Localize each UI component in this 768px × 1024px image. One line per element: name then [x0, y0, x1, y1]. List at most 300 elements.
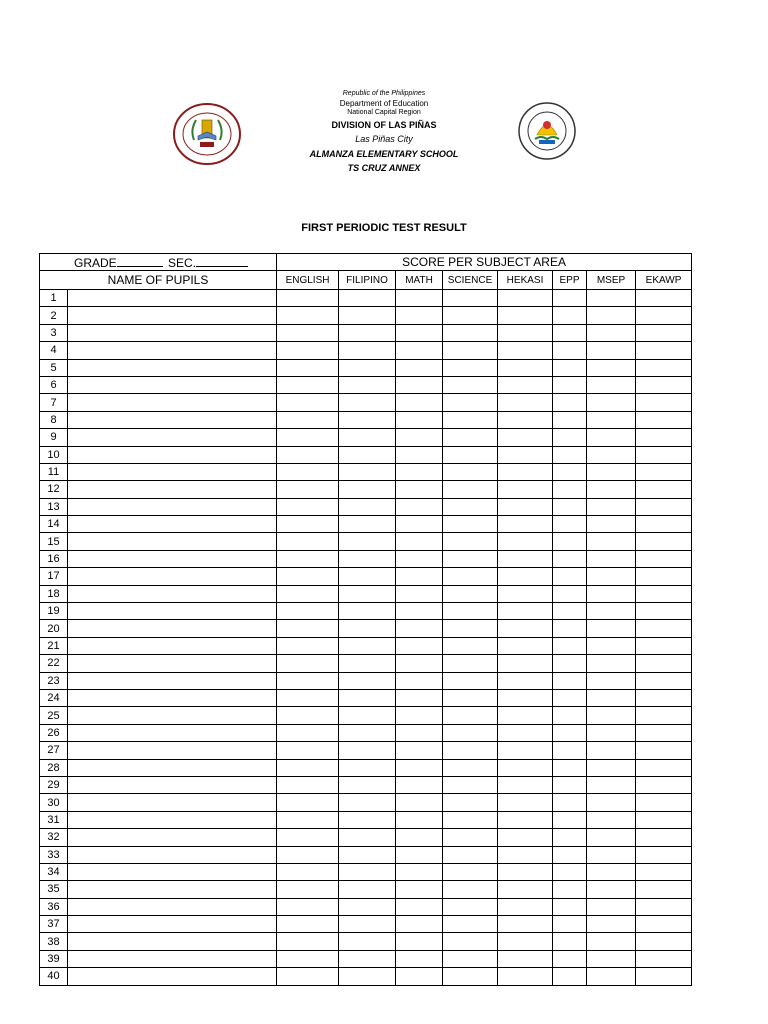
score-cell[interactable]: [587, 568, 636, 585]
score-cell[interactable]: [587, 898, 636, 915]
score-cell[interactable]: [443, 811, 498, 828]
score-cell[interactable]: [498, 689, 553, 706]
score-cell[interactable]: [498, 759, 553, 776]
pupil-name-cell[interactable]: [68, 794, 277, 811]
score-cell[interactable]: [636, 707, 692, 724]
score-cell[interactable]: [339, 376, 396, 393]
score-cell[interactable]: [339, 846, 396, 863]
score-cell[interactable]: [339, 811, 396, 828]
score-cell[interactable]: [339, 707, 396, 724]
score-cell[interactable]: [396, 394, 443, 411]
pupil-name-cell[interactable]: [68, 429, 277, 446]
score-cell[interactable]: [277, 429, 339, 446]
score-cell[interactable]: [277, 498, 339, 515]
score-cell[interactable]: [443, 724, 498, 741]
score-cell[interactable]: [396, 498, 443, 515]
score-cell[interactable]: [277, 533, 339, 550]
score-cell[interactable]: [277, 846, 339, 863]
score-cell[interactable]: [277, 568, 339, 585]
score-cell[interactable]: [498, 829, 553, 846]
score-cell[interactable]: [636, 533, 692, 550]
score-cell[interactable]: [553, 446, 587, 463]
pupil-name-cell[interactable]: [68, 516, 277, 533]
pupil-name-cell[interactable]: [68, 689, 277, 706]
score-cell[interactable]: [553, 968, 587, 985]
score-cell[interactable]: [498, 429, 553, 446]
score-cell[interactable]: [498, 376, 553, 393]
score-cell[interactable]: [553, 689, 587, 706]
score-cell[interactable]: [339, 968, 396, 985]
pupil-name-cell[interactable]: [68, 968, 277, 985]
score-cell[interactable]: [587, 307, 636, 324]
score-cell[interactable]: [277, 620, 339, 637]
score-cell[interactable]: [498, 950, 553, 967]
score-cell[interactable]: [443, 324, 498, 341]
score-cell[interactable]: [553, 324, 587, 341]
score-cell[interactable]: [277, 446, 339, 463]
score-cell[interactable]: [277, 411, 339, 428]
score-cell[interactable]: [498, 968, 553, 985]
score-cell[interactable]: [553, 637, 587, 654]
score-cell[interactable]: [498, 655, 553, 672]
score-cell[interactable]: [587, 968, 636, 985]
score-cell[interactable]: [339, 689, 396, 706]
pupil-name-cell[interactable]: [68, 724, 277, 741]
pupil-name-cell[interactable]: [68, 290, 277, 307]
score-cell[interactable]: [443, 950, 498, 967]
score-cell[interactable]: [636, 481, 692, 498]
score-cell[interactable]: [553, 516, 587, 533]
score-cell[interactable]: [396, 620, 443, 637]
score-cell[interactable]: [587, 324, 636, 341]
pupil-name-cell[interactable]: [68, 481, 277, 498]
score-cell[interactable]: [443, 463, 498, 480]
score-cell[interactable]: [498, 498, 553, 515]
score-cell[interactable]: [587, 533, 636, 550]
score-cell[interactable]: [277, 829, 339, 846]
score-cell[interactable]: [277, 481, 339, 498]
score-cell[interactable]: [277, 916, 339, 933]
score-cell[interactable]: [587, 603, 636, 620]
score-cell[interactable]: [339, 898, 396, 915]
score-cell[interactable]: [587, 742, 636, 759]
score-cell[interactable]: [396, 863, 443, 880]
score-cell[interactable]: [636, 446, 692, 463]
pupil-name-cell[interactable]: [68, 585, 277, 602]
score-cell[interactable]: [339, 655, 396, 672]
score-cell[interactable]: [587, 829, 636, 846]
score-cell[interactable]: [587, 342, 636, 359]
score-cell[interactable]: [277, 742, 339, 759]
score-cell[interactable]: [339, 585, 396, 602]
score-cell[interactable]: [553, 707, 587, 724]
score-cell[interactable]: [277, 933, 339, 950]
pupil-name-cell[interactable]: [68, 707, 277, 724]
score-cell[interactable]: [587, 794, 636, 811]
score-cell[interactable]: [498, 359, 553, 376]
score-cell[interactable]: [443, 933, 498, 950]
score-cell[interactable]: [587, 655, 636, 672]
score-cell[interactable]: [587, 933, 636, 950]
pupil-name-cell[interactable]: [68, 620, 277, 637]
score-cell[interactable]: [587, 689, 636, 706]
score-cell[interactable]: [553, 759, 587, 776]
score-cell[interactable]: [636, 637, 692, 654]
pupil-name-cell[interactable]: [68, 324, 277, 341]
score-cell[interactable]: [339, 324, 396, 341]
score-cell[interactable]: [443, 846, 498, 863]
score-cell[interactable]: [587, 950, 636, 967]
score-cell[interactable]: [339, 533, 396, 550]
score-cell[interactable]: [636, 342, 692, 359]
score-cell[interactable]: [553, 498, 587, 515]
score-cell[interactable]: [587, 463, 636, 480]
score-cell[interactable]: [277, 794, 339, 811]
score-cell[interactable]: [498, 307, 553, 324]
score-cell[interactable]: [636, 463, 692, 480]
score-cell[interactable]: [587, 429, 636, 446]
score-cell[interactable]: [498, 620, 553, 637]
score-cell[interactable]: [277, 724, 339, 741]
score-cell[interactable]: [587, 759, 636, 776]
pupil-name-cell[interactable]: [68, 411, 277, 428]
score-cell[interactable]: [498, 672, 553, 689]
score-cell[interactable]: [277, 290, 339, 307]
score-cell[interactable]: [396, 603, 443, 620]
score-cell[interactable]: [339, 463, 396, 480]
score-cell[interactable]: [498, 324, 553, 341]
score-cell[interactable]: [553, 463, 587, 480]
score-cell[interactable]: [587, 811, 636, 828]
score-cell[interactable]: [636, 359, 692, 376]
score-cell[interactable]: [443, 689, 498, 706]
score-cell[interactable]: [587, 672, 636, 689]
pupil-name-cell[interactable]: [68, 916, 277, 933]
score-cell[interactable]: [396, 429, 443, 446]
score-cell[interactable]: [636, 724, 692, 741]
score-cell[interactable]: [396, 846, 443, 863]
score-cell[interactable]: [553, 585, 587, 602]
score-cell[interactable]: [587, 916, 636, 933]
score-cell[interactable]: [396, 585, 443, 602]
score-cell[interactable]: [553, 307, 587, 324]
score-cell[interactable]: [587, 516, 636, 533]
score-cell[interactable]: [396, 968, 443, 985]
pupil-name-cell[interactable]: [68, 776, 277, 793]
score-cell[interactable]: [396, 655, 443, 672]
score-cell[interactable]: [443, 742, 498, 759]
score-cell[interactable]: [396, 376, 443, 393]
pupil-name-cell[interactable]: [68, 394, 277, 411]
score-cell[interactable]: [636, 568, 692, 585]
pupil-name-cell[interactable]: [68, 846, 277, 863]
score-cell[interactable]: [553, 898, 587, 915]
score-cell[interactable]: [396, 481, 443, 498]
score-cell[interactable]: [636, 968, 692, 985]
score-cell[interactable]: [443, 637, 498, 654]
score-cell[interactable]: [277, 359, 339, 376]
score-cell[interactable]: [443, 672, 498, 689]
score-cell[interactable]: [277, 324, 339, 341]
score-cell[interactable]: [587, 707, 636, 724]
score-cell[interactable]: [636, 794, 692, 811]
score-cell[interactable]: [553, 533, 587, 550]
score-cell[interactable]: [339, 429, 396, 446]
score-cell[interactable]: [339, 359, 396, 376]
score-cell[interactable]: [553, 794, 587, 811]
score-cell[interactable]: [396, 759, 443, 776]
score-cell[interactable]: [339, 863, 396, 880]
score-cell[interactable]: [277, 689, 339, 706]
score-cell[interactable]: [636, 429, 692, 446]
score-cell[interactable]: [396, 794, 443, 811]
score-cell[interactable]: [339, 829, 396, 846]
score-cell[interactable]: [443, 516, 498, 533]
score-cell[interactable]: [553, 846, 587, 863]
score-cell[interactable]: [396, 689, 443, 706]
score-cell[interactable]: [443, 916, 498, 933]
score-cell[interactable]: [339, 290, 396, 307]
score-cell[interactable]: [339, 342, 396, 359]
score-cell[interactable]: [498, 898, 553, 915]
score-cell[interactable]: [553, 881, 587, 898]
score-cell[interactable]: [339, 516, 396, 533]
score-cell[interactable]: [443, 759, 498, 776]
score-cell[interactable]: [277, 550, 339, 567]
pupil-name-cell[interactable]: [68, 811, 277, 828]
score-cell[interactable]: [443, 359, 498, 376]
score-cell[interactable]: [443, 290, 498, 307]
score-cell[interactable]: [443, 829, 498, 846]
score-cell[interactable]: [636, 950, 692, 967]
score-cell[interactable]: [587, 585, 636, 602]
score-cell[interactable]: [443, 881, 498, 898]
score-cell[interactable]: [277, 776, 339, 793]
score-cell[interactable]: [553, 342, 587, 359]
score-cell[interactable]: [277, 463, 339, 480]
score-cell[interactable]: [553, 568, 587, 585]
score-cell[interactable]: [339, 637, 396, 654]
pupil-name-cell[interactable]: [68, 637, 277, 654]
score-cell[interactable]: [277, 376, 339, 393]
score-cell[interactable]: [339, 568, 396, 585]
score-cell[interactable]: [277, 672, 339, 689]
pupil-name-cell[interactable]: [68, 446, 277, 463]
score-cell[interactable]: [498, 394, 553, 411]
pupil-name-cell[interactable]: [68, 655, 277, 672]
pupil-name-cell[interactable]: [68, 376, 277, 393]
score-cell[interactable]: [553, 290, 587, 307]
score-cell[interactable]: [339, 916, 396, 933]
score-cell[interactable]: [339, 724, 396, 741]
score-cell[interactable]: [396, 342, 443, 359]
score-cell[interactable]: [636, 881, 692, 898]
score-cell[interactable]: [396, 707, 443, 724]
score-cell[interactable]: [339, 446, 396, 463]
score-cell[interactable]: [636, 290, 692, 307]
score-cell[interactable]: [498, 481, 553, 498]
score-cell[interactable]: [498, 533, 553, 550]
score-cell[interactable]: [498, 794, 553, 811]
pupil-name-cell[interactable]: [68, 498, 277, 515]
pupil-name-cell[interactable]: [68, 863, 277, 880]
score-cell[interactable]: [396, 776, 443, 793]
score-cell[interactable]: [553, 811, 587, 828]
score-cell[interactable]: [396, 533, 443, 550]
score-cell[interactable]: [498, 568, 553, 585]
score-cell[interactable]: [498, 846, 553, 863]
score-cell[interactable]: [498, 411, 553, 428]
score-cell[interactable]: [339, 394, 396, 411]
pupil-name-cell[interactable]: [68, 359, 277, 376]
score-cell[interactable]: [396, 881, 443, 898]
score-cell[interactable]: [277, 707, 339, 724]
score-cell[interactable]: [636, 394, 692, 411]
score-cell[interactable]: [636, 376, 692, 393]
score-cell[interactable]: [587, 290, 636, 307]
score-cell[interactable]: [277, 307, 339, 324]
score-cell[interactable]: [636, 585, 692, 602]
score-cell[interactable]: [396, 550, 443, 567]
score-cell[interactable]: [396, 568, 443, 585]
score-cell[interactable]: [498, 603, 553, 620]
score-cell[interactable]: [498, 550, 553, 567]
score-cell[interactable]: [587, 498, 636, 515]
score-cell[interactable]: [553, 394, 587, 411]
score-cell[interactable]: [553, 776, 587, 793]
pupil-name-cell[interactable]: [68, 672, 277, 689]
score-cell[interactable]: [553, 863, 587, 880]
grade-blank[interactable]: [117, 255, 163, 267]
score-cell[interactable]: [587, 550, 636, 567]
score-cell[interactable]: [443, 707, 498, 724]
score-cell[interactable]: [587, 637, 636, 654]
score-cell[interactable]: [553, 359, 587, 376]
score-cell[interactable]: [553, 672, 587, 689]
score-cell[interactable]: [443, 307, 498, 324]
score-cell[interactable]: [636, 742, 692, 759]
pupil-name-cell[interactable]: [68, 950, 277, 967]
score-cell[interactable]: [636, 811, 692, 828]
score-cell[interactable]: [339, 933, 396, 950]
pupil-name-cell[interactable]: [68, 933, 277, 950]
score-cell[interactable]: [587, 359, 636, 376]
score-cell[interactable]: [443, 394, 498, 411]
sec-blank[interactable]: [196, 255, 248, 267]
score-cell[interactable]: [396, 324, 443, 341]
score-cell[interactable]: [587, 446, 636, 463]
score-cell[interactable]: [498, 811, 553, 828]
pupil-name-cell[interactable]: [68, 463, 277, 480]
score-cell[interactable]: [498, 585, 553, 602]
score-cell[interactable]: [277, 516, 339, 533]
score-cell[interactable]: [339, 672, 396, 689]
score-cell[interactable]: [553, 376, 587, 393]
score-cell[interactable]: [396, 411, 443, 428]
pupil-name-cell[interactable]: [68, 829, 277, 846]
score-cell[interactable]: [498, 637, 553, 654]
score-cell[interactable]: [587, 481, 636, 498]
score-cell[interactable]: [396, 916, 443, 933]
score-cell[interactable]: [443, 603, 498, 620]
pupil-name-cell[interactable]: [68, 603, 277, 620]
pupil-name-cell[interactable]: [68, 533, 277, 550]
score-cell[interactable]: [636, 933, 692, 950]
score-cell[interactable]: [339, 881, 396, 898]
pupil-name-cell[interactable]: [68, 550, 277, 567]
score-cell[interactable]: [443, 968, 498, 985]
score-cell[interactable]: [553, 829, 587, 846]
score-cell[interactable]: [277, 811, 339, 828]
score-cell[interactable]: [498, 916, 553, 933]
score-cell[interactable]: [587, 376, 636, 393]
score-cell[interactable]: [498, 863, 553, 880]
score-cell[interactable]: [443, 620, 498, 637]
score-cell[interactable]: [498, 881, 553, 898]
score-cell[interactable]: [396, 463, 443, 480]
score-cell[interactable]: [636, 516, 692, 533]
pupil-name-cell[interactable]: [68, 342, 277, 359]
score-cell[interactable]: [636, 776, 692, 793]
score-cell[interactable]: [636, 550, 692, 567]
score-cell[interactable]: [443, 481, 498, 498]
score-cell[interactable]: [396, 742, 443, 759]
score-cell[interactable]: [553, 550, 587, 567]
score-cell[interactable]: [636, 689, 692, 706]
score-cell[interactable]: [498, 290, 553, 307]
score-cell[interactable]: [498, 707, 553, 724]
score-cell[interactable]: [636, 411, 692, 428]
pupil-name-cell[interactable]: [68, 881, 277, 898]
score-cell[interactable]: [277, 342, 339, 359]
score-cell[interactable]: [277, 968, 339, 985]
score-cell[interactable]: [443, 533, 498, 550]
score-cell[interactable]: [396, 290, 443, 307]
score-cell[interactable]: [587, 394, 636, 411]
score-cell[interactable]: [553, 429, 587, 446]
score-cell[interactable]: [443, 568, 498, 585]
score-cell[interactable]: [498, 742, 553, 759]
score-cell[interactable]: [636, 498, 692, 515]
score-cell[interactable]: [339, 498, 396, 515]
score-cell[interactable]: [396, 829, 443, 846]
score-cell[interactable]: [587, 620, 636, 637]
score-cell[interactable]: [636, 307, 692, 324]
score-cell[interactable]: [553, 724, 587, 741]
score-cell[interactable]: [396, 811, 443, 828]
score-cell[interactable]: [339, 411, 396, 428]
score-cell[interactable]: [498, 724, 553, 741]
score-cell[interactable]: [498, 776, 553, 793]
score-cell[interactable]: [396, 516, 443, 533]
score-cell[interactable]: [443, 498, 498, 515]
score-cell[interactable]: [553, 655, 587, 672]
score-cell[interactable]: [396, 724, 443, 741]
score-cell[interactable]: [339, 759, 396, 776]
score-cell[interactable]: [443, 376, 498, 393]
score-cell[interactable]: [553, 916, 587, 933]
score-cell[interactable]: [587, 846, 636, 863]
score-cell[interactable]: [636, 863, 692, 880]
score-cell[interactable]: [498, 933, 553, 950]
score-cell[interactable]: [396, 446, 443, 463]
score-cell[interactable]: [553, 620, 587, 637]
score-cell[interactable]: [277, 585, 339, 602]
score-cell[interactable]: [498, 516, 553, 533]
score-cell[interactable]: [443, 411, 498, 428]
score-cell[interactable]: [443, 655, 498, 672]
score-cell[interactable]: [443, 776, 498, 793]
